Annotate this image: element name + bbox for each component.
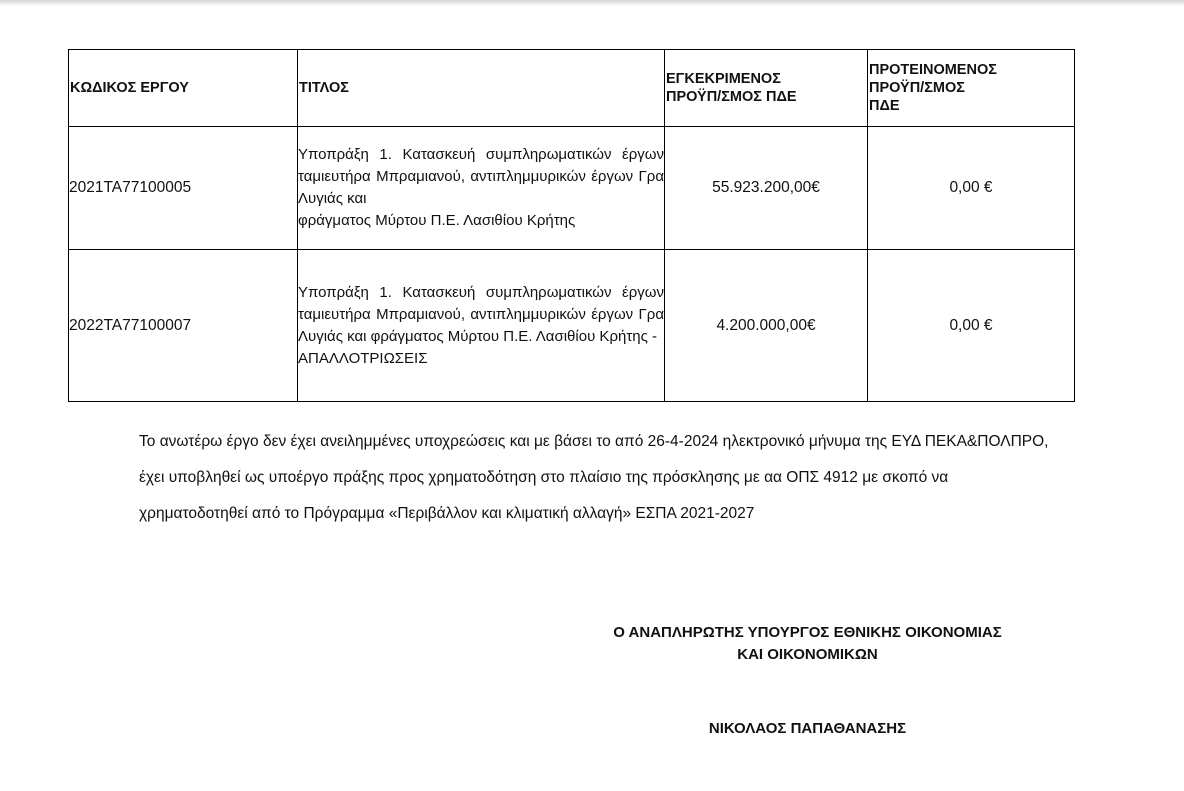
- project-title-last-line: φράγματος Μύρτου Π.Ε. Λασιθίου Κρήτης: [298, 212, 576, 229]
- project-title-text: Υποπράξη 1. Κατασκευή συμπληρωματικών έργων ταμιευτήρα Μπραμιανού, αντιπλημμυρικών έργων Γρα Λυγιάς και φράγματος Μύρτου Π.Ε. Λασιθίου Κρήτης -: [298, 283, 664, 345]
- table-header-row: [69, 50, 1075, 127]
- header-proposed-budget: [868, 50, 1075, 127]
- proposed-budget-cell: 0,00 €: [868, 127, 1075, 250]
- body-paragraph: Το ανωτέρω έργο δεν έχει ανειλημμένες υποχρεώσεις και με βάσει το από 26-4-2024 ηλεκτρονικό μήνυμα της ΕΥΔ ΠΕΚΑ&ΠΟΛΠΡΟ, έχει υποβληθεί ως υποέργο πράξης προς χρηματοδότηση στο πλαίσιο της πρόσκλησης με αα ΟΠΣ 4912 με σκοπό να χρηματοδοτηθεί από το Πρόγραμμα «Περιβάλλον και κλιματική αλλαγή» ΕΣΠΑ 2021-2027: [139, 433, 1049, 522]
- project-code-cell: 2021ΤΑ77100005: [69, 127, 298, 250]
- signatory-title-line1: Ο ΑΝΑΠΛΗΡΩΤΗΣ ΥΠΟΥΡΓΟΣ ΕΘΝΙΚΗΣ ΟΙΚΟΝΟΜΙΑΣ: [613, 624, 1002, 641]
- signatory-title-line2: ΚΑΙ ΟΙΚΟΝΟΜΙΚΩΝ: [737, 646, 878, 663]
- page-top-edge: [0, 0, 1184, 6]
- header-approved-budget: [665, 50, 868, 127]
- approved-budget-cell: 4.200.000,00€: [665, 250, 868, 402]
- table-row: [69, 127, 1075, 250]
- header-project-code: [69, 50, 298, 127]
- project-title-text: Υποπράξη 1. Κατασκευή συμπληρωματικών έργων ταμιευτήρα Μπραμιανού, αντιπλημμυρικών έργων Γρα Λυγιάς και: [298, 146, 664, 207]
- header-title: [298, 50, 665, 127]
- project-title-cell: [298, 250, 665, 402]
- header-title-label: ΤΙΤΛΟΣ: [299, 80, 349, 96]
- header-proposed-line2: ΠΡΟΫΠ/ΣΜΟΣ: [869, 80, 965, 96]
- signatory-name: ΝΙΚΟΛΑΟΣ ΠΑΠΑΘΑΝΑΣΗΣ: [708, 720, 907, 737]
- approved-budget-cell: 55.923.200,00€: [665, 127, 868, 250]
- header-project-code-label: ΚΩΔΙΚΟΣ ΕΡΓΟΥ: [70, 80, 189, 96]
- project-title-last-line: ΑΠΑΛΛΟΤΡΙΩΣΕΙΣ: [298, 349, 428, 367]
- proposed-budget-cell: 0,00 €: [868, 250, 1075, 402]
- header-approved-line1: ΕΓΚΕΚΡΙΜΕΝΟΣ: [666, 71, 781, 87]
- header-proposed-line1: ΠΡΟΤΕΙΝΟΜΕΝΟΣ: [869, 62, 997, 78]
- header-proposed-line3: ΠΔΕ: [869, 98, 900, 114]
- project-title-cell: [298, 127, 665, 250]
- table-row: [69, 250, 1075, 402]
- project-code-cell: 2022ΤΑ77100007: [69, 250, 298, 402]
- signatory-title: [570, 622, 1045, 666]
- header-approved-line2: ΠΡΟΫΠ/ΣΜΟΣ ΠΔΕ: [666, 89, 797, 105]
- projects-budget-table: [68, 49, 1075, 402]
